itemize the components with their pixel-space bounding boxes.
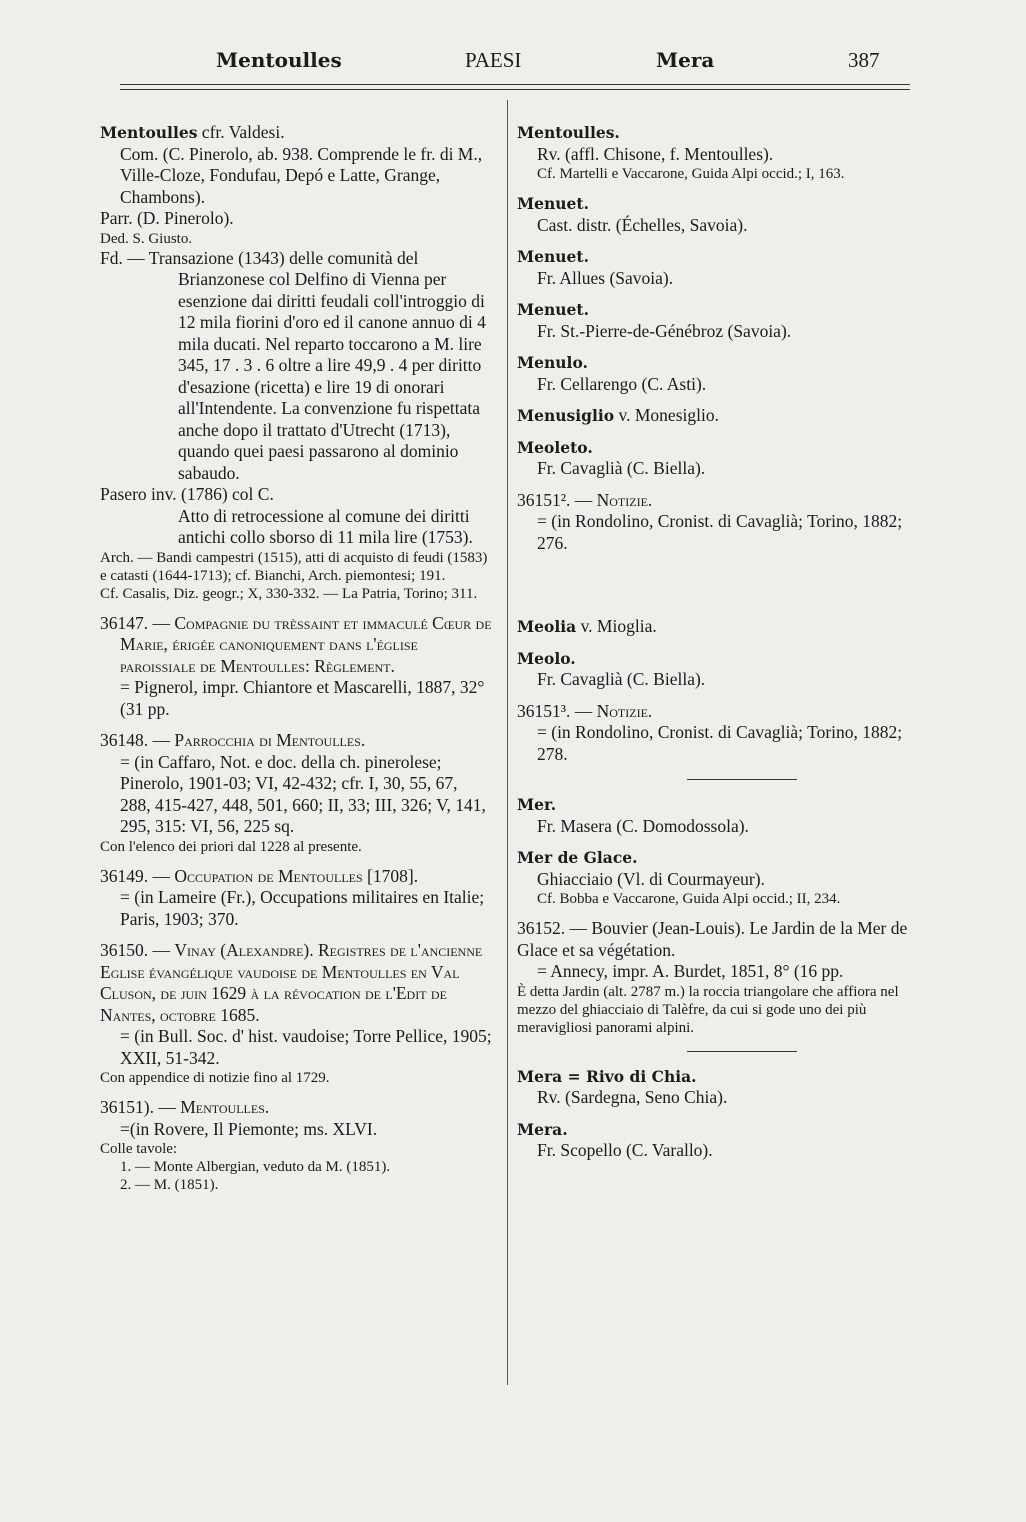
entry-36152-pub: = Annecy, impr. A. Burdet, 1851, 8° (16 pp. bbox=[537, 961, 844, 981]
header-rule-double bbox=[120, 89, 910, 90]
section-divider bbox=[687, 779, 797, 780]
entry-36150-pub: = (in Bull. Soc. d' hist. vaudoise; Torre Pellice, 1905; XXII, 51-342. bbox=[120, 1026, 492, 1068]
entry-cf: Cf. Casalis, Diz. geogr.; X, 330-332. — La Patria, Torino; 311. bbox=[100, 585, 478, 602]
entry-head: Meolo. bbox=[517, 648, 576, 668]
entry-36147-pub: = Pignerol, impr. Chiantore et Mascarelli, 1887, 32° (31 pp. bbox=[120, 677, 485, 719]
header-left-entry: Mentoulles bbox=[216, 48, 342, 72]
entry-line: Fr. Cellarengo (C. Asti). bbox=[537, 373, 707, 394]
entry-36151-tavole: Colle tavole: bbox=[100, 1141, 178, 1157]
entry-head: Mer. bbox=[517, 795, 557, 814]
entry-36148: 36148. — Parrocchia di Mentoulles. bbox=[100, 730, 366, 750]
entry-pasero: Pasero inv. (1786) col C. bbox=[100, 484, 274, 504]
entry-36149-pub: = (in Lameire (Fr.), Occupations militaires en Italie; Paris, 1903; 370. bbox=[120, 887, 485, 929]
entry-36148-note: Con l'elenco dei priori dal 1228 al presente. bbox=[100, 838, 362, 855]
page-number: 387 bbox=[848, 48, 880, 72]
entry-cf: Cf. Bobba e Vaccarone, Guida Alpi occid.; II, 234. bbox=[537, 891, 841, 907]
entry-line: Rv. (affl. Chisone, f. Mentoulles). bbox=[537, 143, 774, 164]
column-divider bbox=[507, 100, 508, 1385]
entry-head: Meoleto. bbox=[517, 437, 593, 457]
entry-head: Menuet. bbox=[517, 247, 589, 266]
entry-line: Ghiacciaio (Vl. di Courmayeur). bbox=[537, 868, 765, 889]
entry-36151-tav2: 2. — M. (1851). bbox=[120, 1177, 219, 1193]
entry-36151-2: 36151². — Notizie. bbox=[517, 489, 653, 510]
entry-36150-note: Con appendice di notizie fino al 1729. bbox=[100, 1070, 330, 1086]
entry-line: Fr. Allues (Savoia). bbox=[537, 267, 674, 288]
left-column bbox=[100, 122, 492, 1194]
entry-crossref: Menusiglio v. Monesiglio. bbox=[517, 405, 719, 425]
entry-head: Mentoulles. bbox=[517, 123, 620, 142]
entry-36151-2-pub: = (in Rondolino, Cronist. di Cavaglià; Torino, 1882; 276. bbox=[537, 511, 903, 553]
entry-36148-pub: = (in Caffaro, Not. e doc. della ch. pinerolese; Pinerolo, 1901-03; VI, 42-432; cfr. I, 30, 55, 67, 288, 415-427, 448, 501, 660; II, 33; III, 326; V, 141, 295, 315: VI, 56, 225 sq. bbox=[120, 751, 486, 836]
entry-head: Menuet. bbox=[517, 194, 589, 213]
entry-36149: 36149. — Occupation de Mentoulles [1708]. bbox=[100, 865, 419, 886]
right-column bbox=[517, 122, 917, 1162]
entry-36151-3-pub: = (in Rondolino, Cronist. di Cavaglià; Torino, 1882; 278. bbox=[537, 722, 903, 764]
entry-line: Rv. (Sardegna, Seno Chia). bbox=[537, 1087, 728, 1107]
entry-line: Fr. Cavaglià (C. Biella). bbox=[537, 458, 706, 478]
entry-line: Fr. Cavaglià (C. Biella). bbox=[537, 669, 706, 689]
entry-ded: Ded. S. Giusto. bbox=[100, 230, 193, 247]
entry-36151-pub: =(in Rovere, Il Piemonte; ms. XLVI. bbox=[120, 1118, 378, 1139]
entry-line: Fr. Masera (C. Domodossola). bbox=[537, 815, 749, 836]
header-section: PAESI bbox=[465, 48, 522, 72]
entry-arch: Arch. — Bandi campestri (1515), atti di acquisto di feudi (1583) e catasti (1644-1713); cf. Bianchi, Arch. piemontesi; 191. bbox=[100, 549, 488, 584]
entry-head: Menulo. bbox=[517, 353, 588, 372]
entry-head: Mera. bbox=[517, 1119, 568, 1139]
entry-mentoulles: Mentoulles cfr. Valdesi. bbox=[100, 122, 285, 142]
entry-36152: 36152. — Bouvier (Jean-Louis). Le Jardin de la Mer de Glace et sa végétation. bbox=[517, 918, 908, 960]
entry-line: Fr. St.-Pierre-de-Génébroz (Savoia). bbox=[537, 320, 792, 341]
entry-fd: Fd. — Transazione (1343) delle comunità del Brianzonese col Delfino di Vienna per esenzione dai diritti feudali coll'introggio di 12 mila fiorini d'oro ed il canone annuo di 4 mila ducati. Nel reparto toccarono a M. lire 345, 17 . 3 . 6 oltre a lire 49,9 . 4 per diritto d'esazione (ricetta) e lire 19 di onorari all'Intendente. La convenzione fu rispettata anche dopo il trattato d'Utrecht (1713), quando quei paesi passarono al dominio sabaudo. bbox=[100, 247, 486, 483]
entry-line: Fr. Scopello (C. Varallo). bbox=[537, 1140, 713, 1160]
entry-atto: Atto di retrocessione al comune dei diritti antichi collo sborso di 11 mila lire (1753). bbox=[178, 505, 473, 547]
entry-head: Mer de Glace. bbox=[517, 848, 638, 867]
entry-36151: 36151). — Mentoulles. bbox=[100, 1097, 270, 1117]
section-divider bbox=[687, 1051, 797, 1052]
entry-line: Cast. distr. (Échelles, Savoia). bbox=[537, 214, 748, 235]
entry-36151-tav1: 1. — Monte Albergian, veduto da M. (1851). bbox=[120, 1159, 391, 1175]
entry-head: Menuet. bbox=[517, 300, 589, 319]
entry-36152-note: È detta Jardin (alt. 2787 m.) la roccia triangolare che affiora nel mezzo del ghiacciaio di Talèfre, da cui si gode uno dei più meravigliosi panorami alpini. bbox=[517, 983, 899, 1036]
header-right-entry: Mera bbox=[656, 48, 715, 72]
entry-36151-3: 36151³. — Notizie. bbox=[517, 700, 653, 721]
entry-crossref: Meolia v. Mioglia. bbox=[517, 616, 657, 636]
entry-parr: Parr. (D. Pinerolo). bbox=[100, 208, 234, 228]
entry-cf: Cf. Martelli e Vaccarone, Guida Alpi occid.; I, 163. bbox=[537, 166, 845, 182]
entry-head: Mera = Rivo di Chia. bbox=[517, 1066, 697, 1086]
entry-36150: 36150. — Vinay (Alexandre). Registres de l'ancienne Eglise évangélique vaudoise de Mentoulles en Val Cluson, de juin 1629 à la révocation de l'Edit de Nantes, octobre 1685. bbox=[100, 940, 483, 1025]
entry-36147: 36147. — Compagnie du trèssaint et immaculé Cœur de Marie, érigée canoniquement dans l'église paroissiale de Mentoulles: Règlement. bbox=[100, 612, 492, 676]
entry-com: Com. (C. Pinerolo, ab. 938. Comprende le fr. di M., Ville-Cloze, Fondufau, Depó e Latte, Grange, Chambons). bbox=[120, 143, 483, 207]
header-rule bbox=[120, 84, 910, 85]
